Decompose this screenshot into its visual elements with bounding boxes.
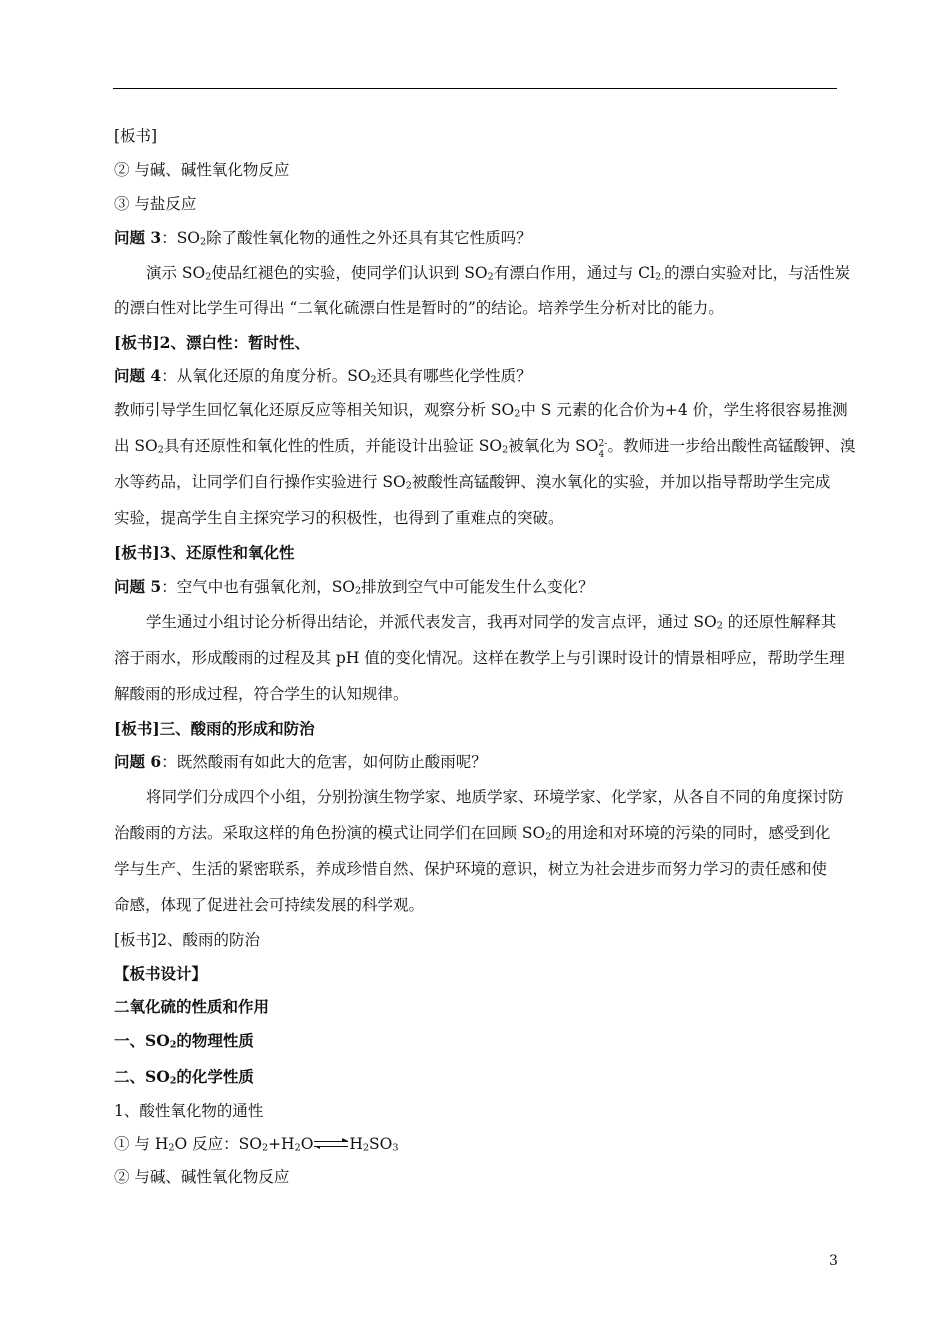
equation-line <box>114 1134 874 1154</box>
subscript: 2 <box>716 620 723 632</box>
text: 教师引导学生回忆氧化还原反应等相关知识，观察分析 SO <box>114 401 515 419</box>
board-note: [板书]三、酸雨的形成和防治 <box>114 719 315 738</box>
paragraph-line <box>114 436 874 460</box>
text: 学生通过小组讨论分析得出结论，并派代表发言，我再对同学的发言点评，通过 SO <box>146 613 717 631</box>
subscript: 2 <box>169 1075 177 1087</box>
paragraph-line <box>146 263 874 283</box>
question-3 <box>114 228 874 248</box>
text: 一、SO <box>114 1031 170 1050</box>
board-note: [板书]3、还原性和氧化性 <box>114 543 295 562</box>
paragraph-line: 实验，提高学生自主探究学习的积极性，也得到了重难点的突破。 <box>114 509 564 527</box>
paragraph-line: 的漂白性对比学生可得出 “二氧化硫漂白性是暂时的”的结论。培养学生分析对比的能力。 <box>114 299 724 317</box>
paragraph-line <box>114 400 874 420</box>
subscript: 2 <box>169 1039 177 1051</box>
question-6 <box>114 752 874 772</box>
subscript: 4 <box>598 450 605 460</box>
board-note: [板书] <box>114 127 158 145</box>
text: ：从氧化还原的角度分析。SO <box>161 367 371 385</box>
text: 被氧化为 SO <box>508 437 599 455</box>
subscript: 2 <box>205 271 212 283</box>
superscript: 2- <box>598 439 608 449</box>
text: 的用途和对环境的污染的同时，感受到化 <box>551 824 831 842</box>
text-line: ③ 与盐反应 <box>114 195 197 213</box>
question-5 <box>114 577 874 597</box>
header-rule <box>113 88 837 89</box>
text: 排放到空气中可能发生什么变化？ <box>361 578 594 596</box>
question-label: 问题 5 <box>114 577 162 596</box>
page-number: 3 <box>829 1253 838 1269</box>
paragraph-line: 学与生产、生活的紧密联系，养成珍惜自然、保护环境的意识，树立为社会进步而努力学习的责任感和使 <box>114 860 828 878</box>
text: 出 SO <box>114 437 158 455</box>
paragraph-line: 命感，体现了促进社会可持续发展的科学观。 <box>114 896 425 914</box>
subscript: 2 <box>168 1142 175 1154</box>
subscript: 2 <box>502 444 509 456</box>
subscript: 2 <box>362 1142 370 1154</box>
text: 的化学性质 <box>176 1067 254 1086</box>
board-note: [板书]2、漂白性：暂时性、 <box>114 333 310 352</box>
board-title: 二氧化硫的性质和作用 <box>114 997 270 1016</box>
text: O 反应：SO <box>174 1135 262 1153</box>
text: 中 S 元素的化合价为+4 价，学生将很容易推测 <box>520 401 848 419</box>
question-label: 问题 6 <box>114 752 162 771</box>
question-label: 问题 3 <box>114 228 162 247</box>
text: 有漂白作用，通过与 Cl <box>493 264 655 282</box>
subscript: 2 <box>294 1142 301 1154</box>
text: 二、SO <box>114 1067 170 1086</box>
paragraph-line <box>114 823 874 843</box>
question-4 <box>114 366 874 386</box>
subscript: 2 <box>200 236 207 248</box>
charge-notation <box>598 439 608 460</box>
text: 被酸性高锰酸钾、溴水氧化的实验，并加以指导帮助学生完成 <box>411 473 831 491</box>
text: 的物理性质 <box>176 1031 254 1050</box>
paragraph-line: 溶于雨水，形成酸雨的过程及其 pH 值的变化情况。这样在教学上与引课时设计的情景相呼应，帮助学生理 <box>114 649 845 667</box>
text: H <box>349 1135 363 1153</box>
text: ：既然酸雨有如此大的危害，如何防止酸雨呢？ <box>161 753 487 771</box>
text: ：SO <box>161 229 201 247</box>
text-line: ② 与碱、碱性氧化物反应 <box>114 161 290 179</box>
text: 使品红褪色的实验，使同学们认识到 SO <box>211 264 488 282</box>
subscript: 2 <box>355 585 362 597</box>
subscript: 3 <box>392 1142 399 1154</box>
subscript: 2 <box>261 1142 269 1154</box>
text: ：空气中也有强氧化剂，SO <box>161 578 356 596</box>
text: 治酸雨的方法。采取这样的角色扮演的模式让同学们在回顾 SO <box>114 824 546 842</box>
outline-item <box>114 1067 874 1087</box>
outline-item <box>114 1031 874 1051</box>
text: 除了酸性氧化物的通性之外还具有其它性质吗？ <box>206 229 532 247</box>
text: 具有还原性和氧化性的性质，并能设计出验证 SO <box>163 437 503 455</box>
text: +H <box>268 1135 295 1153</box>
subscript: 2 <box>487 271 494 283</box>
text: ① 与 H <box>114 1135 169 1153</box>
subscript: 2 <box>157 444 164 456</box>
subscript: 2 <box>514 408 521 420</box>
text-line: ② 与碱、碱性氧化物反应 <box>114 1168 290 1186</box>
paragraph-line <box>114 472 874 492</box>
section-heading: 【板书设计】 <box>114 964 208 983</box>
board-note: [板书]2、酸雨的防治 <box>114 931 260 949</box>
text: SO <box>369 1135 393 1153</box>
subscript: 2 <box>545 831 552 843</box>
subscript: 2 <box>370 374 377 386</box>
paragraph-line: 解酸雨的形成过程，符合学生的认知规律。 <box>114 685 409 703</box>
text: 演示 SO <box>146 264 206 282</box>
text: O <box>300 1135 314 1153</box>
outline-item: 1、酸性氧化物的通性 <box>114 1102 264 1120</box>
paragraph-line <box>146 612 874 632</box>
text: 水等药品，让同学们自行操作实验进行 SO <box>114 473 406 491</box>
text: 的漂白实验对比，与活性炭 <box>664 264 851 282</box>
text: 还具有哪些化学性质？ <box>376 367 532 385</box>
equilibrium-arrow-icon <box>314 1138 348 1150</box>
question-label: 问题 4 <box>114 366 162 385</box>
text: 。教师进一步给出酸性高锰酸钾、溴 <box>607 437 856 455</box>
paragraph-line: 将同学们分成四个小组，分别扮演生物学家、地质学家、环境学家、化学家，从各自不同的角度探讨防 <box>146 788 844 806</box>
text: 的还原性解释其 <box>722 613 837 631</box>
subscript: 2 <box>405 480 412 492</box>
subscript: 2. <box>655 271 665 283</box>
